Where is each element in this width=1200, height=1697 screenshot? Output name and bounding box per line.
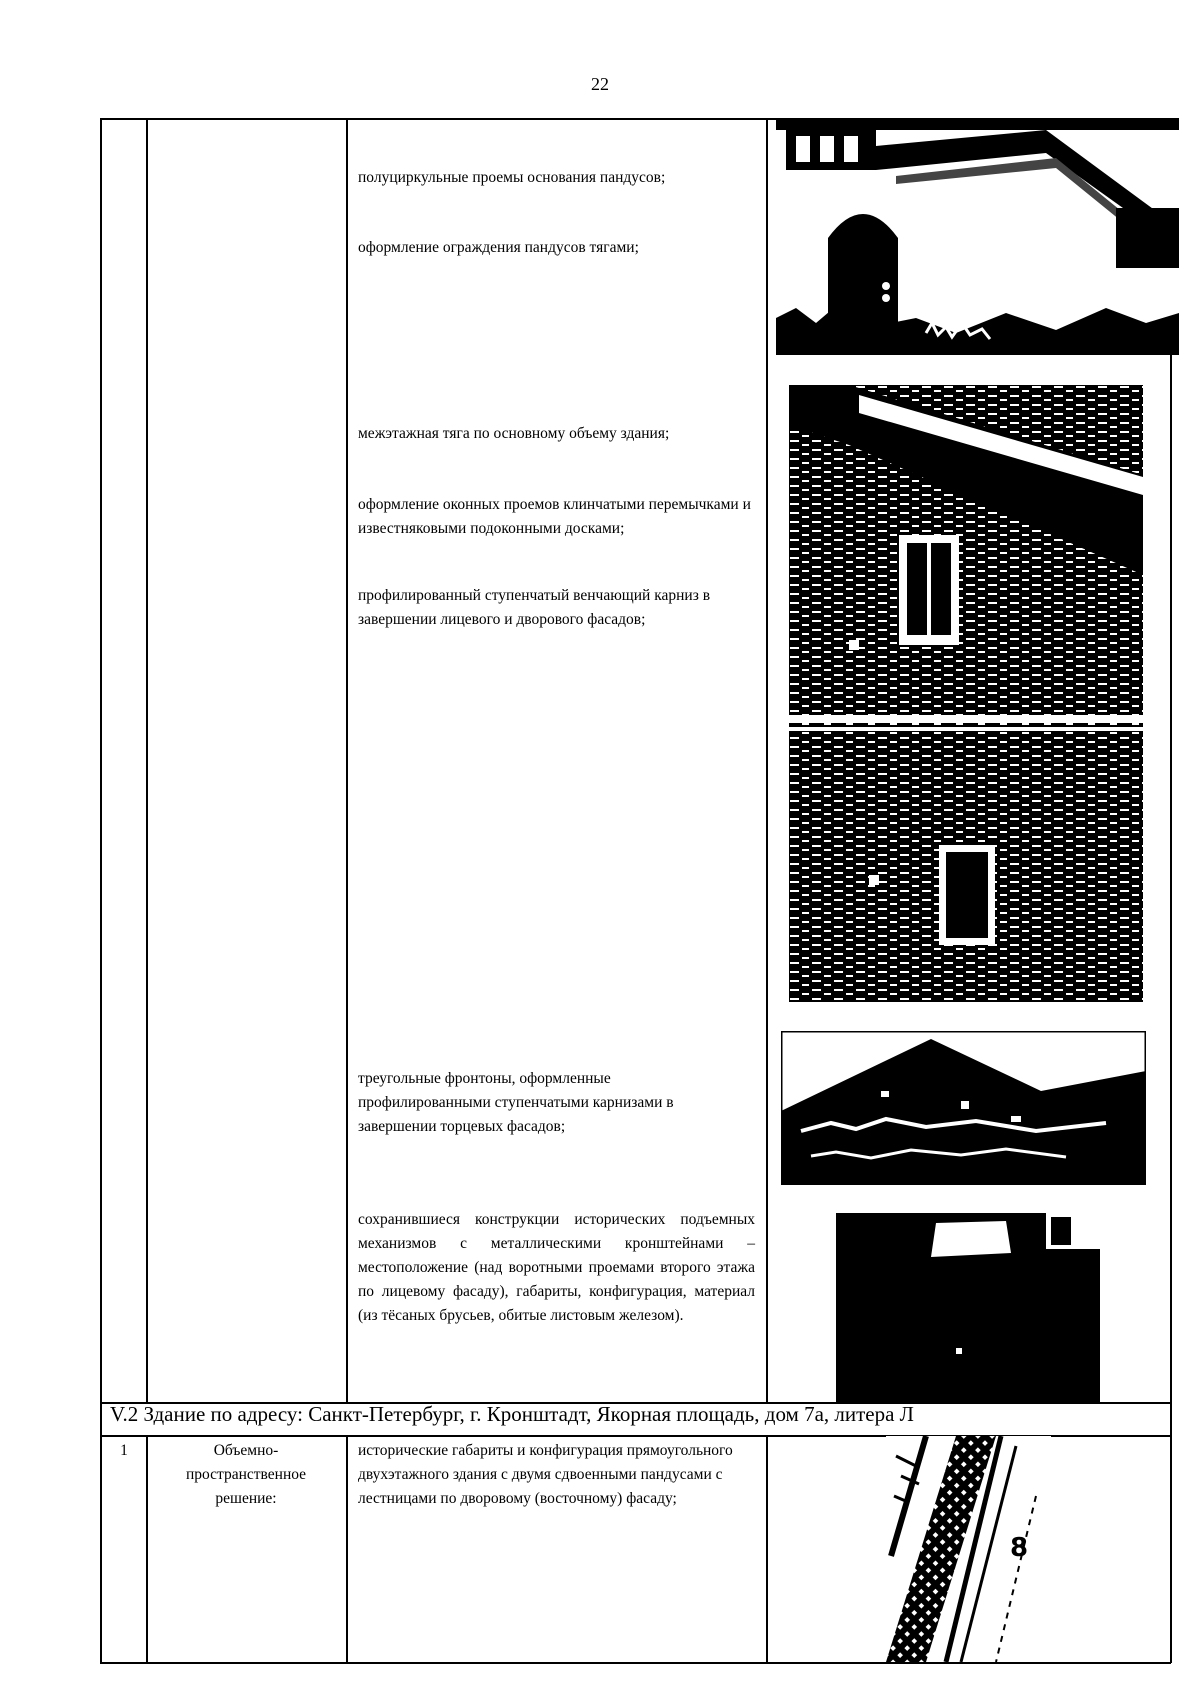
photo-ramp-arch-image — [776, 118, 1179, 355]
section-heading-v2: V.2 Здание по адресу: Санкт-Петербург, г. Кронштадт, Якорная площадь, дом 7а, литера Л — [110, 1402, 914, 1426]
column-divider-3-lower — [766, 1435, 768, 1663]
row-1-category: Объемно-пространственное решение: — [185, 1442, 307, 1508]
photo-lifting-mechanism-image — [836, 1213, 1100, 1402]
table-right-border — [1170, 355, 1172, 1663]
feature-item-lifting-mechanisms: сохранившиеся конструкции исторических подъемных механизмов с металлическими кронштейнами – местоположение (над воротными проемами второго этажа по лицевому фасаду), габариты, конфигурация, материал (из тёсаных брусьев, обитые листовым железом). — [358, 1211, 755, 1325]
column-divider-2-lower — [346, 1435, 348, 1663]
table-bottom-border — [100, 1662, 1171, 1664]
column-divider-1-lower — [146, 1435, 148, 1663]
photo-pediment-image — [781, 1031, 1146, 1185]
column-divider-2 — [346, 118, 348, 1402]
row-1-number: 1 — [120, 1442, 128, 1459]
column-divider-1 — [146, 118, 148, 1402]
photo-site-plan-image — [886, 1436, 1051, 1662]
photo-lifting-mechanism — [836, 1213, 1100, 1402]
page-number: 22 — [591, 74, 609, 94]
photo-brick-facade-image — [789, 385, 1143, 1002]
row-1-description: исторические габариты и конфигурация прямоугольного двухэтажного здания с двумя сдвоенными пандусами с лестницами по дворовому (восточному) фасаду; — [358, 1442, 733, 1508]
feature-item-arched-openings: полуциркульные проемы основания пандусов; — [358, 169, 666, 186]
feature-item-floor-band: межэтажная тяга по основному объему здания; — [358, 425, 670, 442]
feature-item-window-decoration: оформление оконных проемов клинчатыми перемычками и известняковыми подоконными досками; — [358, 496, 751, 538]
photo-pediment — [781, 1031, 1146, 1185]
photo-site-plan — [886, 1436, 1051, 1662]
feature-item-ramp-fencing: оформление ограждения пандусов тягами; — [358, 239, 639, 256]
table-left-border — [100, 118, 102, 1663]
photo-brick-facade — [789, 385, 1143, 1002]
feature-item-crowning-cornice: профилированный ступенчатый венчающий карниз в завершении лицевого и дворового фасадов; — [358, 587, 711, 629]
feature-item-triangular-pediments: треугольные фронтоны, оформленные профилированными ступенчатыми карнизами в завершении торцевых фасадов; — [358, 1070, 674, 1136]
photo-ramp-arch — [776, 118, 1179, 355]
svg-text:8: 8 — [1010, 1533, 1029, 1563]
column-divider-3 — [766, 118, 768, 1402]
